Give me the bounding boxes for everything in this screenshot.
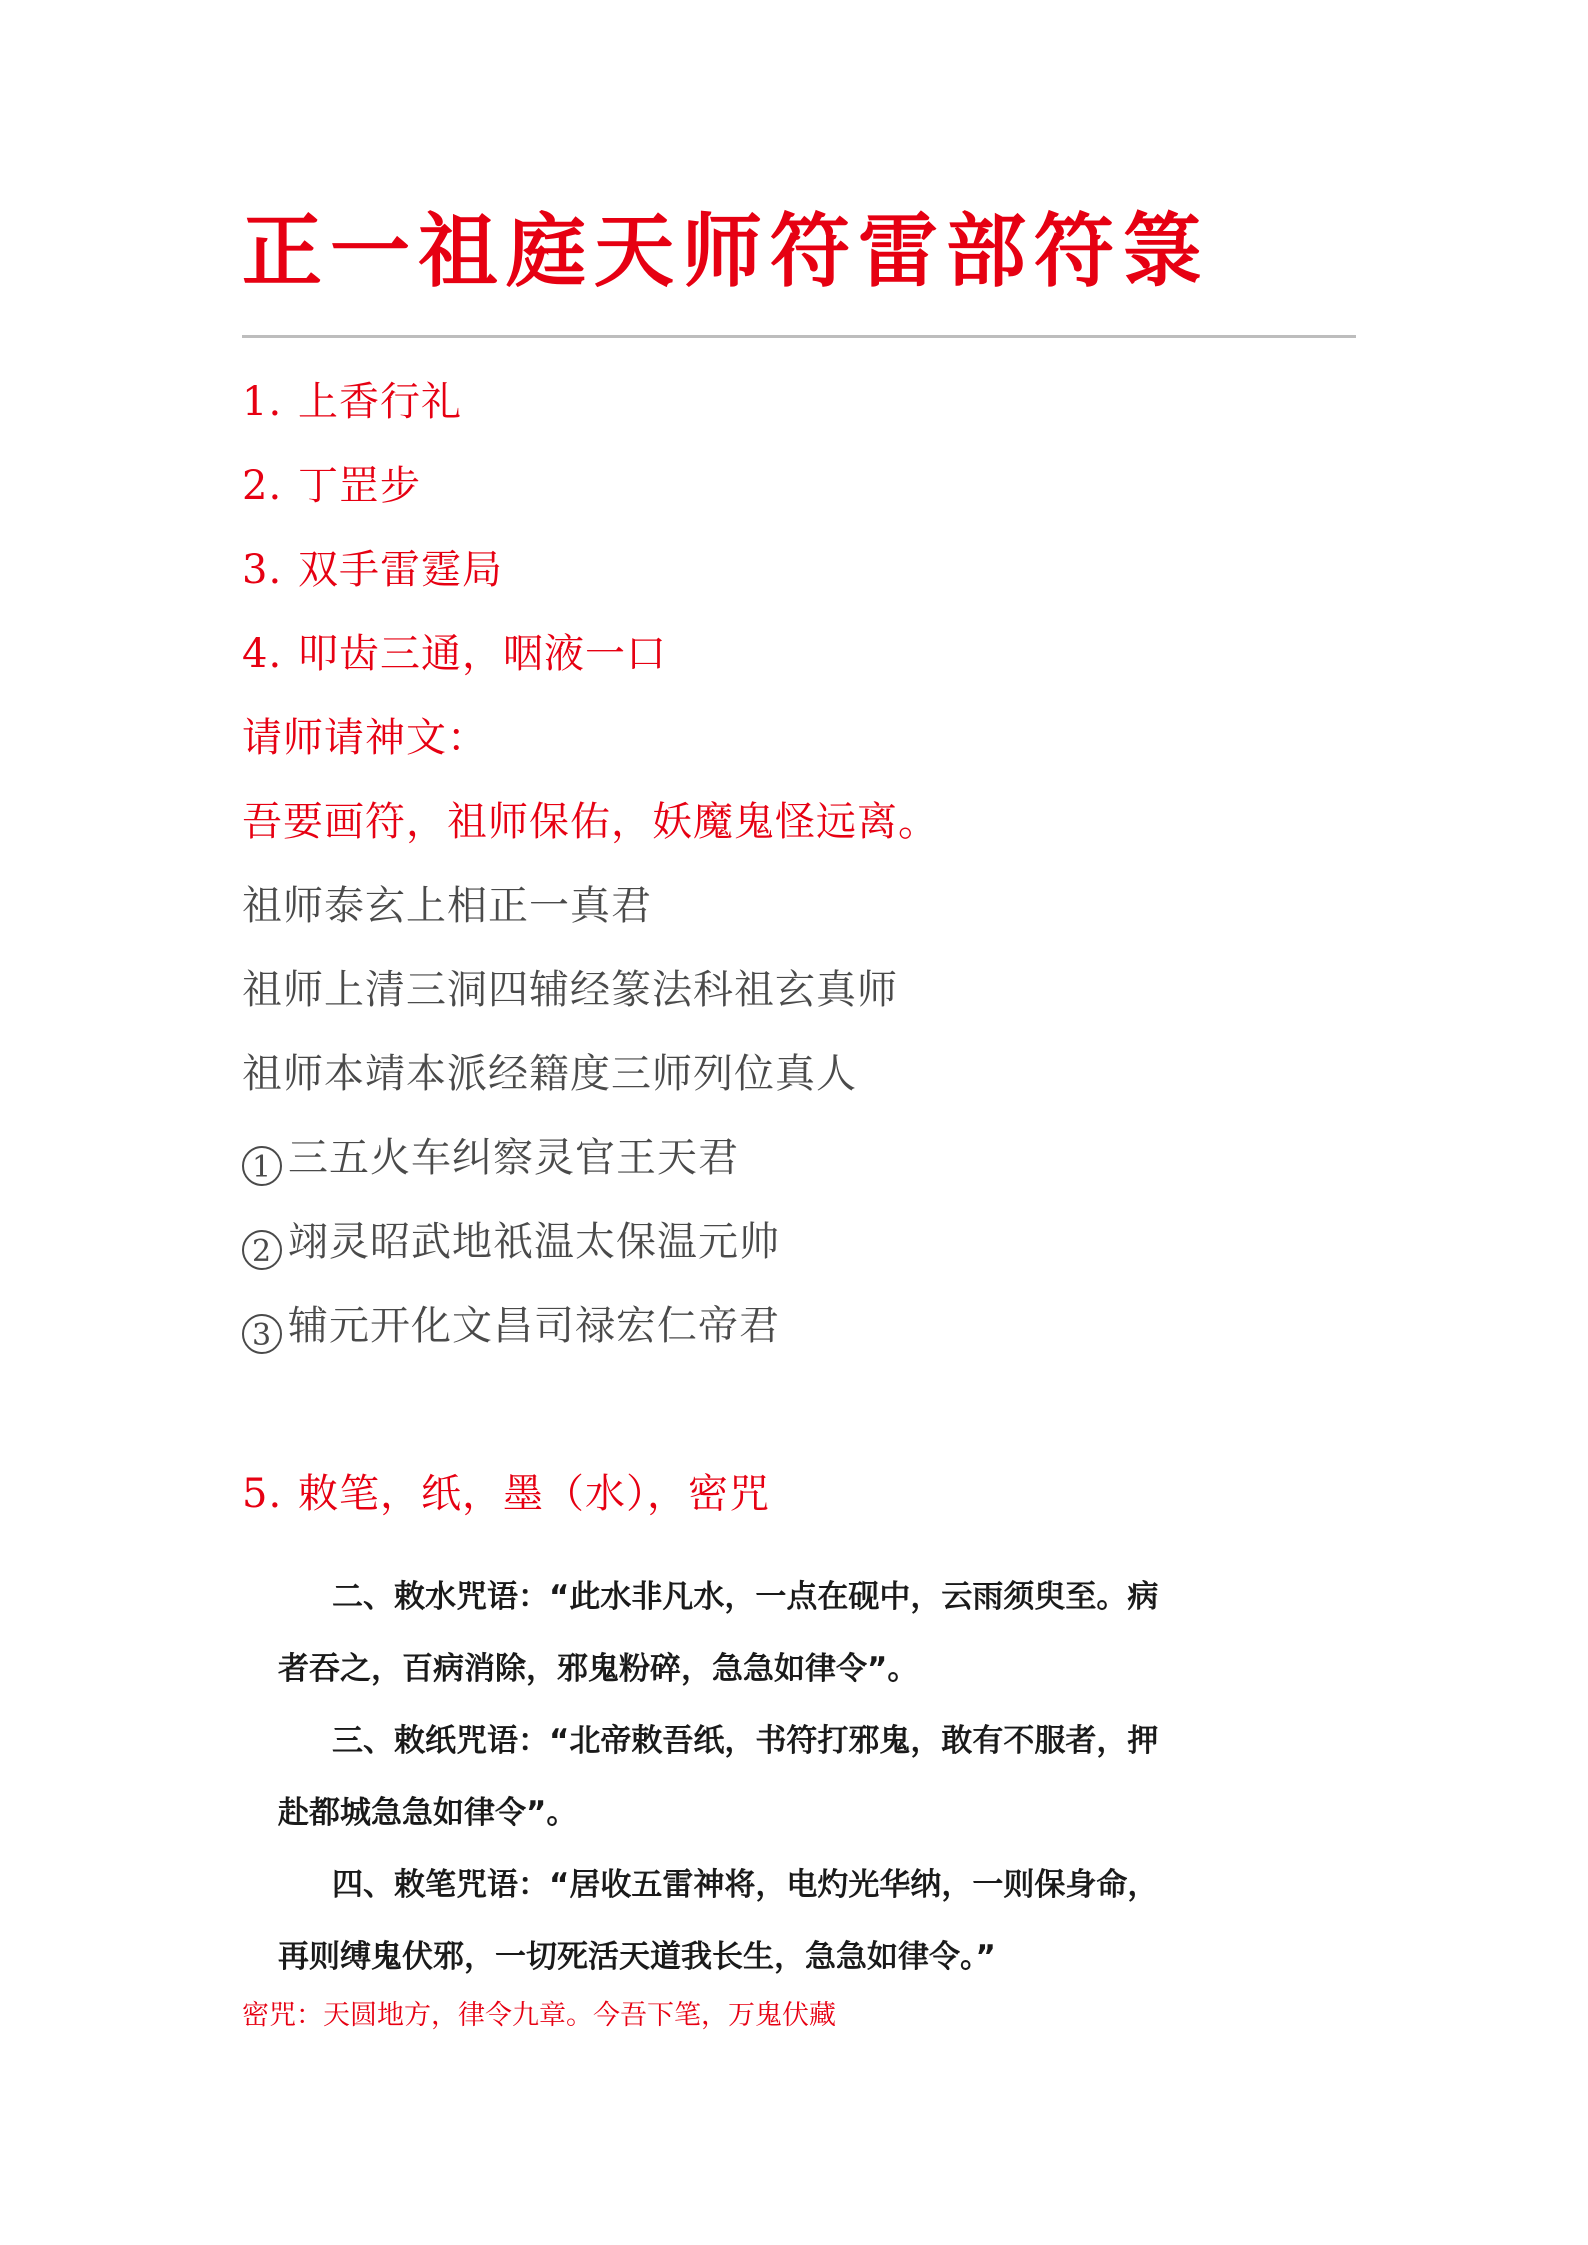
- step-item: [242, 547, 503, 593]
- step-text: 双手雷霆局: [298, 547, 503, 593]
- step-number: 5.: [242, 1471, 283, 1517]
- title-divider: [242, 335, 1356, 338]
- incantation-line: 再则缚鬼伏邪，一切死活天道我长生，急急如律令。”: [278, 1939, 996, 1975]
- step-text: 敕笔，纸，墨（水），密咒: [298, 1471, 770, 1517]
- step-number: 2.: [242, 463, 283, 509]
- incantation-line: 三、敕纸咒语：“北帝敕吾纸，书符打邪鬼，敢有不服者，押: [332, 1723, 1159, 1759]
- circled-number-mark: 1: [242, 1146, 282, 1186]
- invocation-heading: 请师请神文：: [242, 715, 488, 761]
- deity-line: [242, 1219, 780, 1270]
- deity-text: 翊灵昭武地祇温太保温元帅: [288, 1219, 780, 1265]
- circled-number-mark: 3: [242, 1314, 282, 1354]
- step-text: 叩齿三通，咽液一口: [298, 631, 667, 677]
- incantation-line: 四、敕笔咒语：“居收五雷神将，电灼光华纳，一则保身命，: [332, 1867, 1159, 1903]
- circled-number-mark: 2: [242, 1230, 282, 1270]
- incantation-line: 者吞之，百病消除，邪鬼粉碎，急急如律令”。: [278, 1651, 919, 1687]
- master-line: 祖师本靖本派经籍度三师列位真人: [242, 1051, 857, 1097]
- step-item: [242, 631, 667, 677]
- step-number: 1.: [242, 379, 283, 425]
- step-number: 4.: [242, 631, 283, 677]
- secret-mantra: 密咒：天圆地方，律令九章。今吾下笔，万鬼伏藏: [242, 2000, 836, 2031]
- step-text: 丁罡步: [298, 463, 421, 509]
- deity-line: [242, 1135, 739, 1186]
- incantation-line: 二、敕水咒语：“此水非凡水，一点在砚中，云雨须臾至。病: [332, 1579, 1159, 1615]
- deity-text: 辅元开化文昌司禄宏仁帝君: [288, 1303, 780, 1349]
- step-item: [242, 1471, 770, 1517]
- master-line: 祖师泰玄上相正一真君: [242, 883, 652, 929]
- deity-line: [242, 1303, 780, 1354]
- invocation-text: 吾要画符，祖师保佑，妖魔鬼怪远离。: [242, 799, 939, 845]
- step-number: 3.: [242, 547, 283, 593]
- document-title: 正一祖庭天师符雷部符箓: [242, 205, 1210, 298]
- deity-text: 三五火车纠察灵官王天君: [288, 1135, 739, 1181]
- step-item: [242, 379, 462, 425]
- incantation-line: 赴都城急急如律令”。: [278, 1795, 578, 1831]
- step-item: [242, 463, 421, 509]
- step-text: 上香行礼: [298, 379, 462, 425]
- master-line: 祖师上清三洞四辅经篆法科祖玄真师: [242, 967, 898, 1013]
